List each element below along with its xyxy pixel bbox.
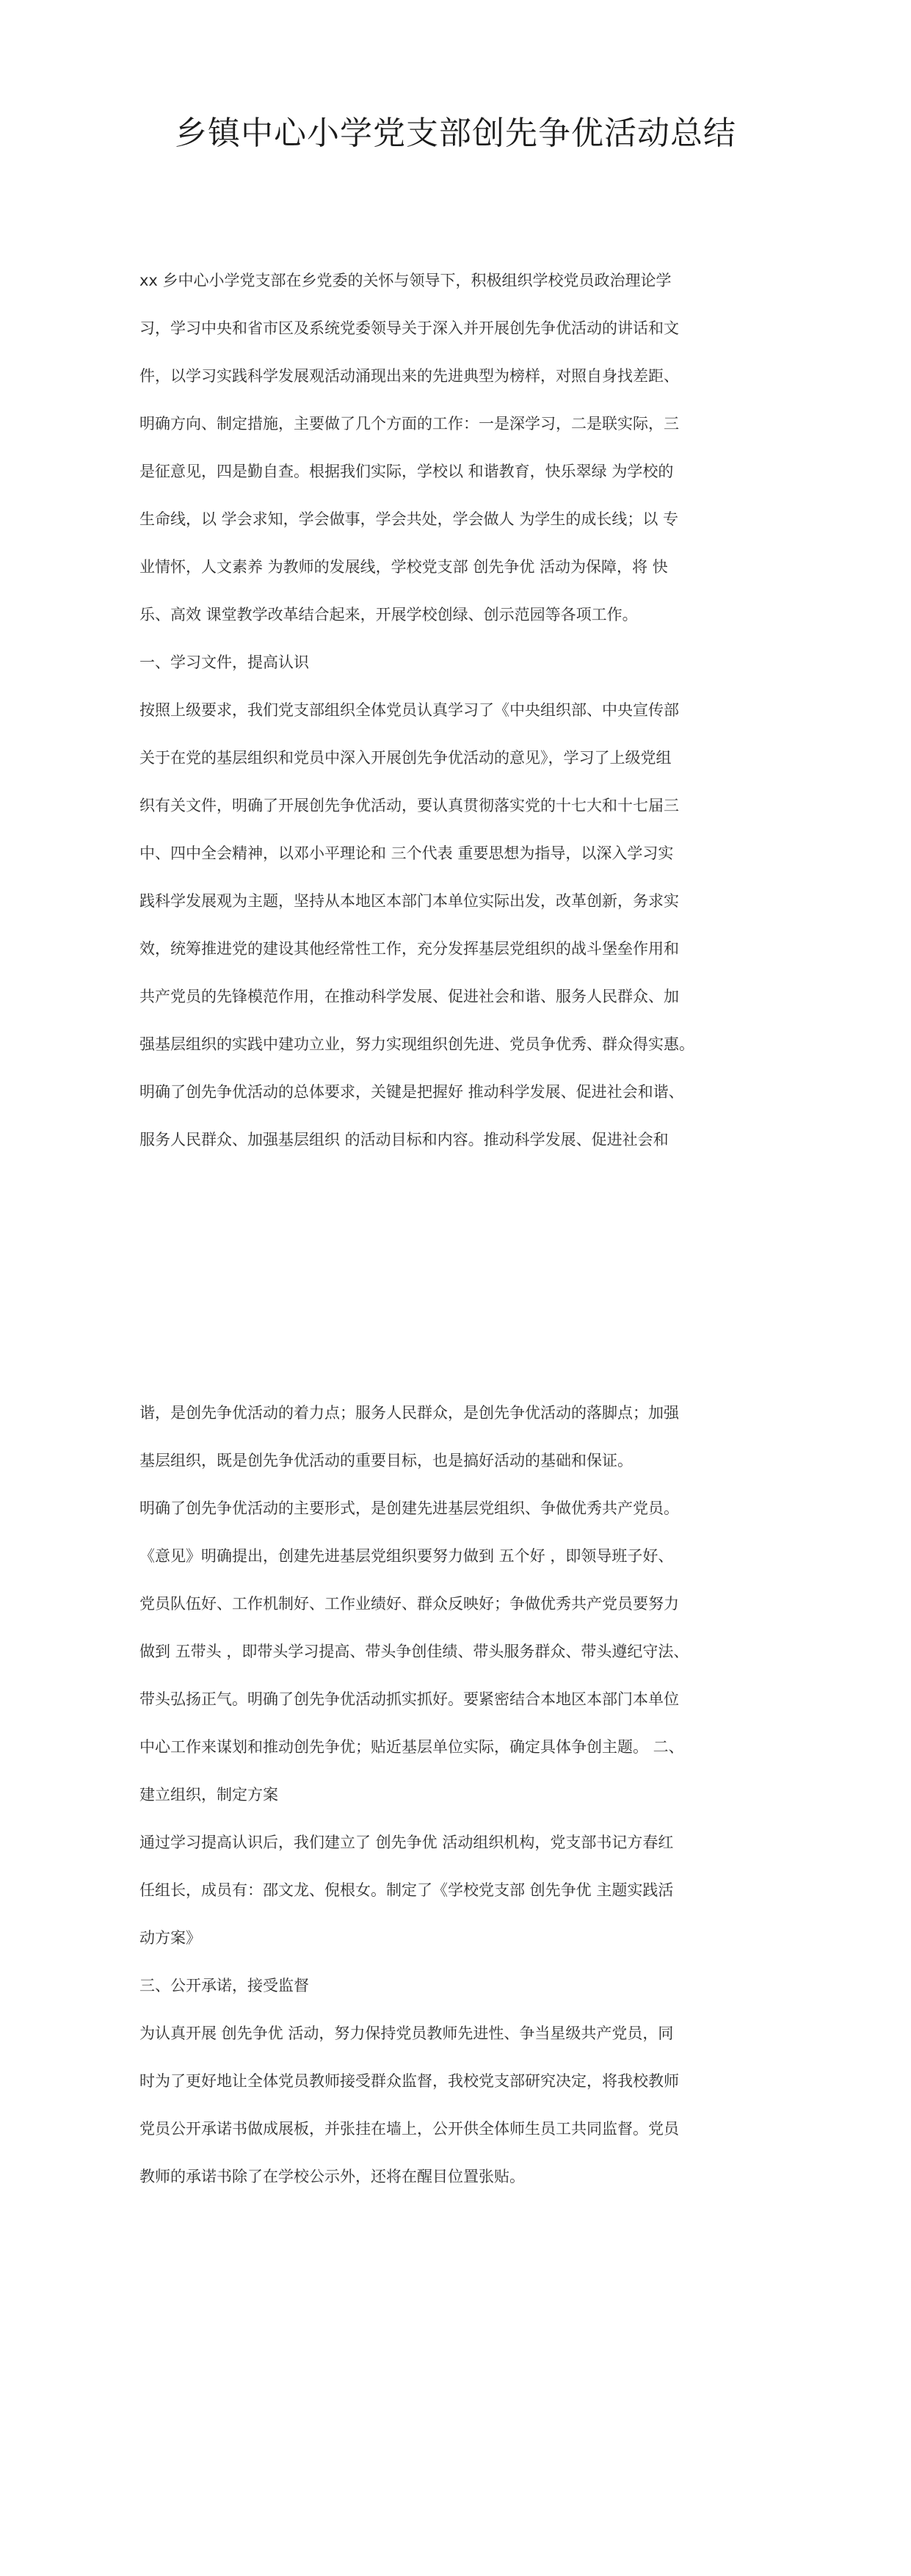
text-line: 党员队伍好、工作机制好、工作业绩好、群众反映好；争做优秀共产党员要努力 [139,1595,679,1613]
text-line: 共产党员的先锋模范作用，在推动科学发展、促进社会和谐、服务人民群众、加 [139,988,679,1005]
text-line: 明确方向、制定措施，主要做了几个方面的工作：一是深学习，二是联实际，三 [139,415,679,433]
text-line: 基层组织，既是创先争优活动的重要目标，也是搞好活动的基础和保证。 [139,1452,633,1469]
text-line: 织有关文件，明确了开展创先争优活动，要认真贯彻落实党的十七大和十七届三 [139,797,679,814]
text-line: 《意见》明确提出，创建先进基层党组织要努力做到 五个好 ，即领导班子好、 [139,1547,674,1565]
text-line: 件，以学习实践科学发展观活动涌现出来的先进典型为榜样，对照自身找差距、 [139,367,679,385]
text-line: 谐，是创先争优活动的着力点；服务人民群众，是创先争优活动的落脚点；加强 [139,1404,679,1422]
text-line: 中、四中全会精神，以邓小平理论和 三个代表 重要思想为指导，以深入学习实 [139,844,674,862]
text-line: 教师的承诺书除了在学校公示外，还将在醒目位置张贴。 [139,2168,525,2185]
text-line: 党员公开承诺书做成展板，并张挂在墙上，公开供全体师生员工共同监督。党员 [139,2120,679,2138]
text-line: 建立组织，制定方案 [139,1786,278,1803]
text-line: 明确了创先争优活动的主要形式，是创建先进基层党组织、争做优秀共产党员。 [139,1499,679,1517]
text-line: 乐、高效 课堂教学改革结合起来，开展学校创绿、创示范园等各项工作。 [139,606,638,623]
text-line: 任组长，成员有：邵文龙、倪根女。制定了《学校党支部 创先争优 主题实践活 [139,1881,674,1899]
text-line: 服务人民群众、加强基层组织 的活动目标和内容。推动科学发展、促进社会和 [139,1131,669,1148]
text-line: 关于在党的基层组织和党员中深入开展创先争优活动的意见》，学习了上级党组 [139,749,672,767]
text-line: 业情怀，人文素养 为教师的发展线，学校党支部 创先争优 活动为保障，将 快 [139,558,668,576]
text-line: 动方案》 [139,1929,201,1947]
text-line: 中心工作来谋划和推动创先争优；贴近基层单位实际，确定具体争创主题。 二、 [139,1738,684,1756]
text-line: 通过学习提高认识后，我们建立了 创先争优 活动组织机构，党支部书记方春红 [139,1834,674,1851]
text-line: 效，统筹推进党的建设其他经常性工作，充分发挥基层党组织的战斗堡垒作用和 [139,940,679,958]
text-line: 带头弘扬正气。明确了创先争优活动抓实抓好。要紧密结合本地区本部门本单位 [139,1690,679,1708]
text-line: 是征意见，四是勤自查。根据我们实际，学校以 和谐教育，快乐翠绿 为学校的 [139,463,674,480]
text-line: 三、公开承诺，接受监督 [139,1977,309,1994]
document-title: 乡镇中心小学党支部创先争优活动总结 [175,115,736,152]
text-line: 习，学习中央和省市区及系统党委领导关于深入并开展创先争优活动的讲话和文 [139,319,679,337]
body-text-block-2 [139,1389,778,2201]
text-line: 生命线，以 学会求知，学会做事，学会共处，学会做人 为学生的成长线；以 专 [139,510,679,528]
text-line: 时为了更好地让全体党员教师接受群众监督，我校党支部研究决定，将我校教师 [139,2072,679,2090]
text-line: 一、学习文件，提高认识 [139,654,309,671]
body-text-block-1 [139,257,778,1164]
text-line: 按照上级要求，我们党支部组织全体党员认真学习了《中央组织部、中央宣传部 [139,701,679,719]
text-line: 明确了创先争优活动的总体要求，关键是把握好 推动科学发展、促进社会和谐、 [139,1083,684,1101]
text-line: xx 乡中心小学党支部在乡党委的关怀与领导下，积极组织学校党员政治理论学 [139,272,672,289]
text-line: 践科学发展观为主题，坚持从本地区本部门本单位实际出发，改革创新，务求实 [139,892,679,910]
text-line: 做到 五带头 ，即带头学习提高、带头争创佳绩、带头服务群众、带头遵纪守法、 [139,1643,689,1660]
text-line: 为认真开展 创先争优 活动，努力保持党员教师先进性、争当星级共产党员，同 [139,2025,674,2042]
text-line: 强基层组织的实践中建功立业，努力实现组织创先进、党员争优秀、群众得实惠。 [139,1035,694,1053]
